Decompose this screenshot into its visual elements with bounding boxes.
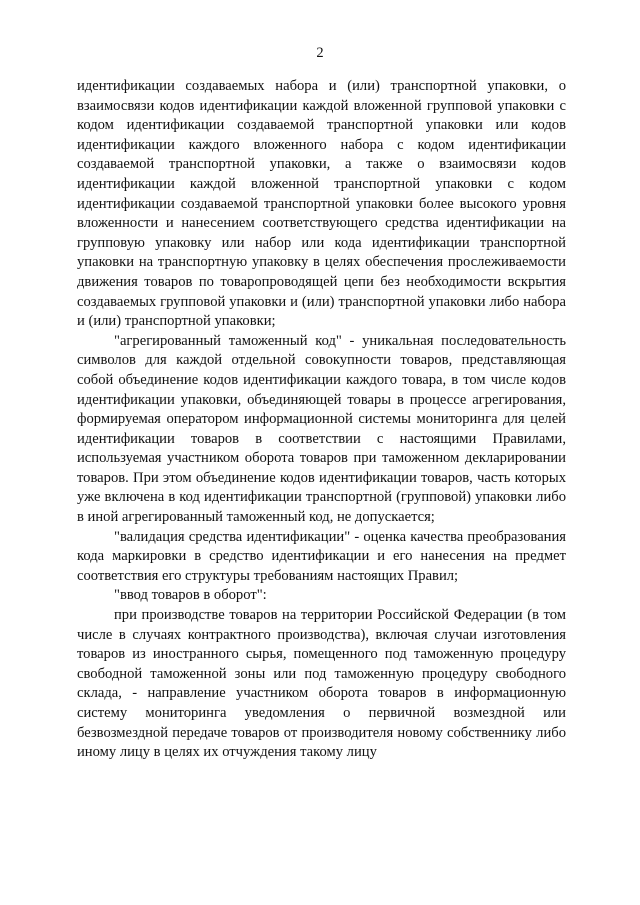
paragraph-validation: "валидация средства идентификации" - оценка качества преобразования кода маркировки в средство идентификации и его нанесения на предмет соответствия его структуры требованиям настоящих Правил; (77, 528, 566, 584)
paragraph-production-in-russia: при производстве товаров на территории Российской Федерации (в том числе в случаях контрактного производства), включая случаи изготовления товаров из иностранного сырья, помещенного под таможенную процедуру свободной таможенной зоны или под таможенную процедуру свободного склада, - направление участником оборота товаров в информационную систему мониторинга уведомления о первичной возмездной или безвозмездной передаче товаров от производителя новому собственнику либо иному лицу в целях их отчуждения такому лицу (77, 607, 566, 761)
page-number: 2 (316, 45, 324, 61)
paragraph-aggregated-customs-code: "агрегированный таможенный код" - уникальная последовательность символов для каждой отдельной совокупности товаров, представляющая собой объединение кодов идентификации каждого товара, в том числе кодов идентификации упаковки, объединяющей товары в процессе агрегирования, формируемая оператором информационной системы мониторинга для целей идентификации товаров в соответствии с настоящими Правилами, используемая участником оборота товаров при таможенном декларировании товаров. При этом объединение кодов идентификации товаров, часть которых уже включена в код идентификации транспортной (групповой) упаковки либо в иной агрегированный таможенный код, не допускается; (77, 332, 566, 526)
document-body (77, 77, 566, 763)
paragraph-definition-continuation: идентификации создаваемых набора и (или) транспортной упаковки, о взаимосвязи кодов идентификации каждой вложенной групповой упаковки с кодом идентификации создаваемой транспортной упаковки или кодов идентификации каждого вложенного набора с кодом идентификации создаваемой транспортной упаковки, а также о взаимосвязи кодов идентификации каждой вложенной транспортной упаковки с кодом идентификации создаваемой транспортной упаковки более высокого уровня вложенности и нанесением соответствующего средства идентификации на групповую упаковку или набор или кода идентификации транспортной упаковки на транспортную упаковку в целях обеспечения прослеживаемости движения товаров по товаропроводящей цепи без необходимости вскрытия создаваемых групповой упаковки и (или) транспортной упаковки либо набора и (или) транспортной упаковки; (77, 78, 566, 330)
paragraph-goods-into-circulation-heading: "ввод товаров в оборот": (114, 587, 267, 604)
